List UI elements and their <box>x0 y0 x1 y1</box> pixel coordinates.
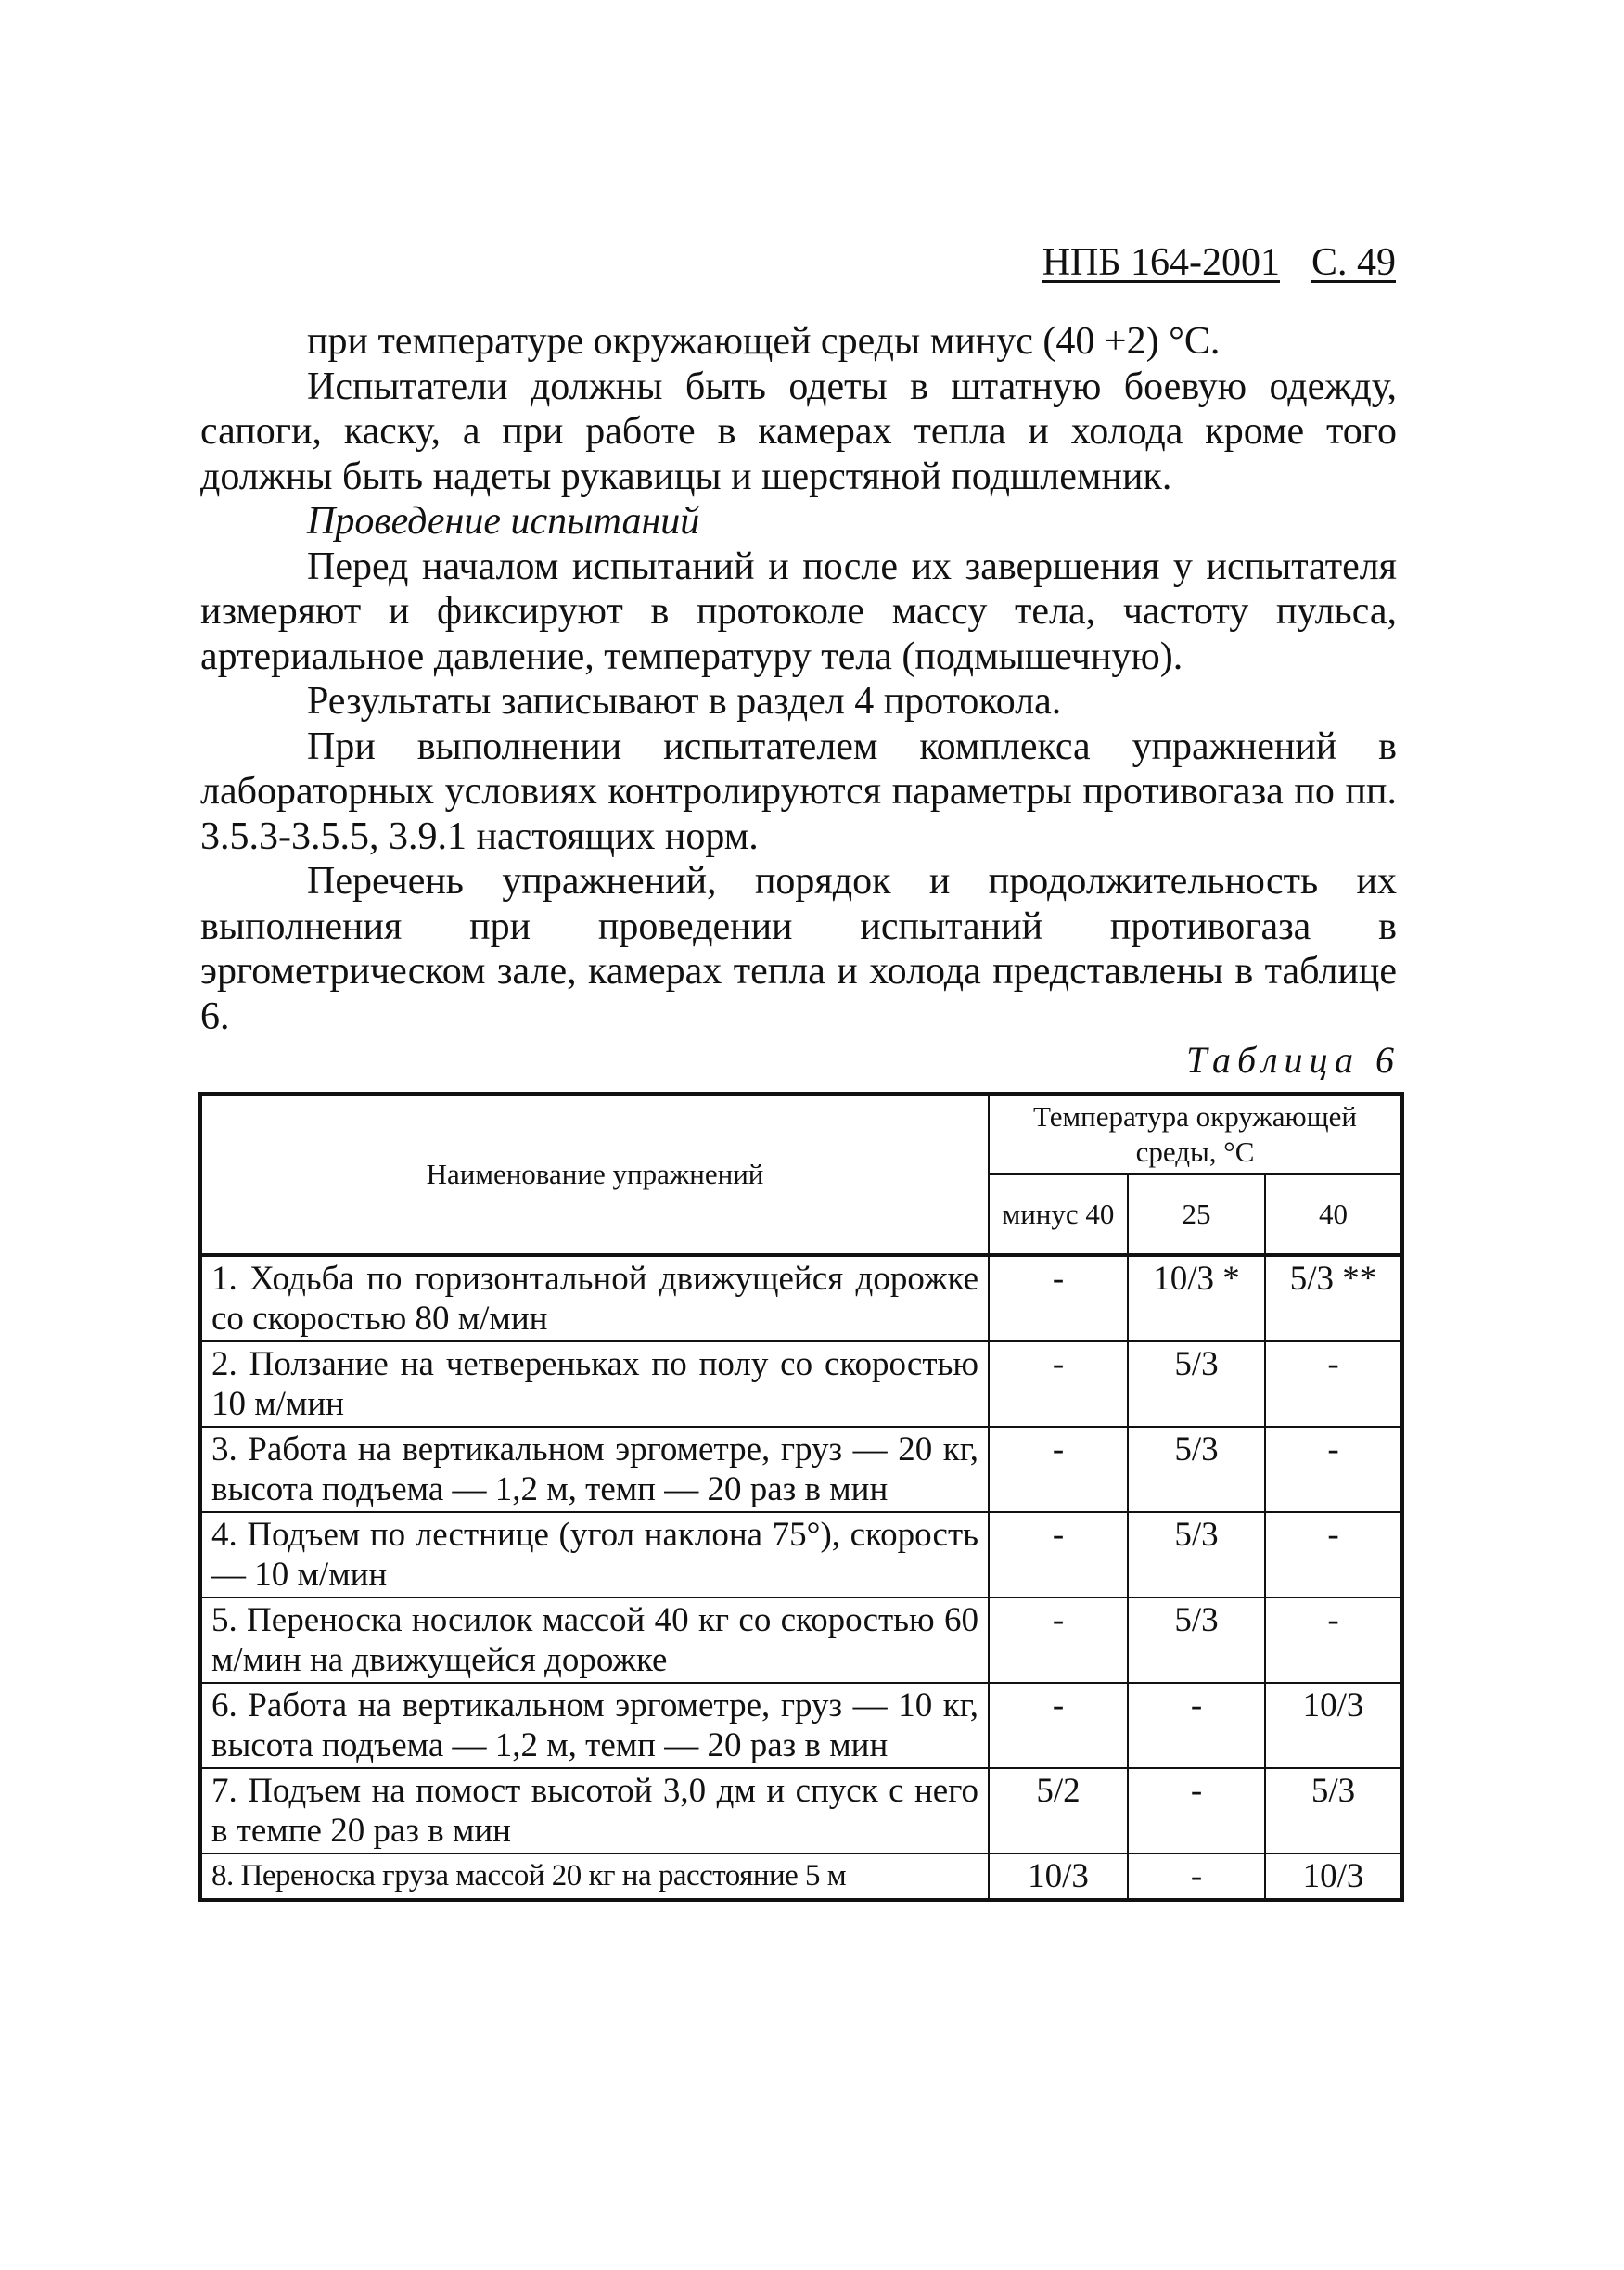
value-minus-40: 5/2 <box>989 1768 1128 1853</box>
table-caption: Таблица 6 <box>1186 1039 1400 1081</box>
paragraph: Испытатели должны быть одеты в штатную боевую одежду, сапоги, каску, а при работе в камерах тепла и холода кроме того должны быть надеты рукавицы и шерстяной подшлемник. <box>200 365 1397 498</box>
exercise-name: 1. Ходьба по горизонтальной движущейся дорожке со скоростью 80 м/мин <box>200 1255 989 1341</box>
table-row <box>200 1683 1402 1768</box>
column-header-40: 40 <box>1265 1174 1402 1255</box>
table-row <box>200 1597 1402 1683</box>
exercise-name: 6. Работа на вертикальном эргометре, груз — 10 кг, высота подъема — 1,2 м, темп — 20 раз в мин <box>200 1683 989 1768</box>
exercise-name: 8. Переноска груза массой 20 кг на расстояние 5 м <box>200 1853 989 1900</box>
value-minus-40: - <box>989 1341 1128 1427</box>
value-25: 5/3 <box>1128 1427 1265 1512</box>
section-subheading: Проведение испытаний <box>307 500 700 543</box>
page-header <box>927 237 1396 289</box>
column-header-exercise-name: Наименование упражнений <box>200 1094 989 1255</box>
value-40: 5/3 <box>1265 1768 1402 1853</box>
value-40: - <box>1265 1512 1402 1597</box>
table-row <box>200 1255 1402 1341</box>
value-40: - <box>1265 1341 1402 1427</box>
column-header-temperature-group: Температура окружающей среды, °С <box>989 1094 1402 1174</box>
table-row <box>200 1341 1402 1427</box>
table-header-row <box>200 1094 1402 1174</box>
exercise-name: 3. Работа на вертикальном эргометре, груз — 20 кг, высота подъема — 1,2 м, темп — 20 раз в мин <box>200 1427 989 1512</box>
value-25: 5/3 <box>1128 1341 1265 1427</box>
exercise-name: 4. Подъем по лестнице (угол наклона 75°), скорость — 10 м/мин <box>200 1512 989 1597</box>
exercise-name: 5. Переноска носилок массой 40 кг со скоростью 60 м/мин на движущейся дорожке <box>200 1597 989 1683</box>
paragraph: при температуре окружающей среды минус (40 +2) °С. <box>307 320 1221 363</box>
column-header-25: 25 <box>1128 1174 1265 1255</box>
value-40: 10/3 <box>1265 1683 1402 1768</box>
exercise-name: 2. Ползание на четвереньках по полу со скоростью 10 м/мин <box>200 1341 989 1427</box>
value-25: - <box>1128 1683 1265 1768</box>
value-40: - <box>1265 1427 1402 1512</box>
value-minus-40: - <box>989 1512 1128 1597</box>
exercise-table <box>198 1092 1404 1902</box>
paragraph: При выполнении испытателем комплекса упражнений в лабораторных условиях контролируются параметры противогаза по пп. 3.5.3-3.5.5, 3.9.1 настоящих норм. <box>200 725 1397 858</box>
paragraph: Перед началом испытаний и после их завершения у испытателя измеряют и фиксируют в протоколе массу тела, частоту пульса, артериальное давление, температуру тела (подмышечную). <box>200 545 1397 678</box>
table-row <box>200 1512 1402 1597</box>
paragraph: Перечень упражнений, порядок и продолжительность их выполнения при проведении испытаний противогаза в эргометрическом зале, камерах тепла и холода представлены в таблице 6. <box>200 860 1397 1038</box>
paragraph: Результаты записывают в раздел 4 протокола. <box>307 680 1062 723</box>
value-minus-40: - <box>989 1683 1128 1768</box>
value-minus-40: - <box>989 1427 1128 1512</box>
body-text <box>200 319 1397 1039</box>
value-minus-40: - <box>989 1255 1128 1341</box>
table-row <box>200 1427 1402 1512</box>
value-25: - <box>1128 1768 1265 1853</box>
value-25: - <box>1128 1853 1265 1900</box>
column-header-minus-40: минус 40 <box>989 1174 1128 1255</box>
value-25: 5/3 <box>1128 1512 1265 1597</box>
value-40: - <box>1265 1597 1402 1683</box>
exercise-name: 7. Подъем на помост высотой 3,0 дм и спуск с него в темпе 20 раз в мин <box>200 1768 989 1853</box>
value-25: 10/3 * <box>1128 1255 1265 1341</box>
table-row <box>200 1768 1402 1853</box>
value-minus-40: - <box>989 1597 1128 1683</box>
value-25: 5/3 <box>1128 1597 1265 1683</box>
value-minus-40: 10/3 <box>989 1853 1128 1900</box>
value-40: 5/3 ** <box>1265 1255 1402 1341</box>
table-row <box>200 1853 1402 1900</box>
page-number: С. 49 <box>1311 241 1396 284</box>
document-code: НПБ 164-2001 <box>1042 241 1280 284</box>
value-40: 10/3 <box>1265 1853 1402 1900</box>
